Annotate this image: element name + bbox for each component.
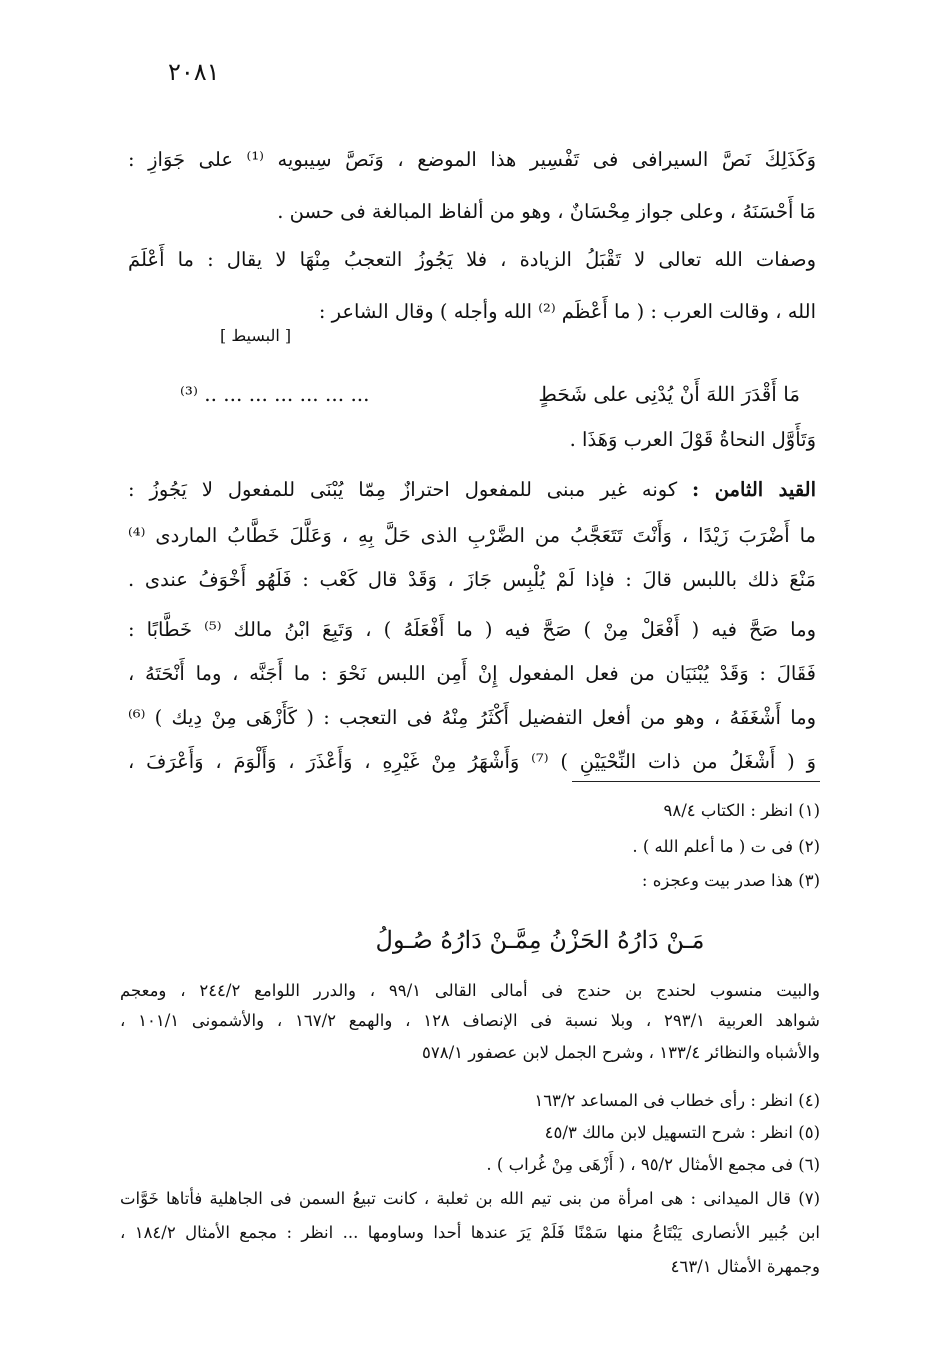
text-line-12: وَ ( أَشْغَلُ من ذات النِّحْيَيْنِ ) ⁽⁷⁾ وَأَشْهَرُ مِنْ غَيْرِهِ ، وَأَعْذَرَ ، وَأَلْوَمَ ، وَأَعْرَفَ ،: [128, 750, 816, 773]
main-text-continued: [128, 420, 817, 773]
poetic-meter-label: [ البسيط ]: [220, 326, 292, 345]
footnote-3-hemistich: مَـنْ دَارُهُ الحَزْنُ مِمَّـنْ دَارُهُ صُـولُ: [375, 926, 705, 954]
footnote-2: (٢) فى ت ( ما أعلم الله ) .: [632, 837, 820, 856]
footnote-7-line-2: ابن جُبير الأنصارى يَبْتَاعُ منها سَمْنًا فَلَمْ يَرَ عندها أحدا وساومها ... انظر : مجمع الأمثال ١٨٤/٢ ،: [120, 1223, 820, 1242]
footnote-6: (٦) فى مجمع الأمثال ٩٥/٢ ، ( أَزْهَى مِنْ غُراب ) .: [486, 1155, 820, 1174]
footnote-7-line-1: (٧) قال الميدانى : هى امرأة من بنى تيم الله بن ثعلبة ، كانت تبيعُ السمن فى الجاهلية فأتاها خَوَّات: [120, 1189, 820, 1208]
text-line-9: وما صَحَّ فيه ( أَفْعَلْ مِنْ ) صَحَّ فيه ( ما أَفْعَلَهُ ) ، وَتَبِعَ ابْنُ مالك ⁽⁵⁾ خَطَّابًا :: [128, 618, 816, 641]
text-line-6: [128, 470, 816, 510]
footnote-4: (٤) انظر : رأى خطاب فى المساعد ١٦٣/٢: [534, 1091, 820, 1110]
footnote-1: (١) انظر : الكتاب ٩٨/٤: [663, 801, 820, 820]
text-line-4: الله ، وقالت العرب : ( ما أَعْظَم ⁽²⁾ الله وأجله ) وقال الشاعر :: [318, 300, 816, 323]
page-number: ٢٠٨١: [168, 58, 220, 86]
footnote-3-source-3: والأشباه والنظائر ١٣٣/٤ ، وشرح الجمل لابن عصفور ٥٧٨/١: [422, 1043, 820, 1062]
verse-first-hemistich: مَا أَقْدَرَ اللهَ أَنْ يُدْنِى على شَحَطٍ: [538, 382, 800, 406]
text-line-2: مَا أَحْسَنَهُ ، وعلى جواز مِحْسَانٌ ، وهو من ألفاظ المبالغة فى حسن .: [277, 200, 816, 223]
text-line-1: وَكَذَلِكَ نَصَّ السيرافى فى تَفْسِير هذا الموضع ، وَنَصَّ سِيبويه ⁽¹⁾ على جَوَازِ :: [128, 148, 816, 171]
main-text: [128, 140, 816, 340]
verse-line: [180, 372, 800, 416]
text-line-8: مَنْعَ ذلك باللبس قالَ : فإذا لَمْ يُلْبِس جَازَ ، وَقَدْ قال كَعْب : فَلَهُو أَخْوَفُ عندى .: [128, 568, 816, 591]
text-line-10: فَقَالَ : وَقَدْ يُبْنَيَان من فعل المفعول إِنْ أَمِن اللبس نَحْوَ : ما أَجَنَّه ، وما أَنْحَتَهُ ،: [128, 662, 816, 685]
footnote-3-source-1: والبيت منسوب لحندج بن حندج فى أمالى القالى ٩٩/١ ، والدرر اللوامع ٢٤٤/٢ ، ومعجم: [120, 981, 820, 1000]
footnote-3: (٣) هذا صدر بيت وعجزه :: [641, 871, 820, 890]
footnote-5: (٥) انظر : شرح التسهيل لابن مالك ٤٥/٣: [544, 1123, 820, 1142]
text-line-7: ما أَضْرَبَ زَيْدًا ، وَأَنْتَ تَتَعَجَّبُ من الضَّرْبِ الذى حَلَّ بِهِ ، وَعَلَّلَ خَطَّابُ الماردى ⁽⁴⁾: [128, 524, 816, 547]
text-line-11: وما أَشْغَفَهُ ، وهو من أفعل التفضيل أَكْثَرُ مِنْهُ فى التعجب : ( كَأَزْهَى مِنْ دِيك ) ⁽⁶⁾: [128, 706, 816, 729]
verse-second-hemistich: ... ... ... ... ... ... .. ⁽³⁾: [180, 382, 370, 406]
text-line-3: وصفات الله تعالى لا تَقْبَلُ الزيادة ، فلا يَجُوزُ التعجبُ مِنْهَا لا يقال : ما أَعْلَمَ: [128, 248, 816, 271]
text-line-6-body: كونه غير مبنى للمفعول احترازٌ مِمّا يُبْنَى للمفعول لا يَجُوزُ :: [128, 478, 678, 501]
footnote-7-line-3: وجمهرة الأمثال ٤٦٣/١: [670, 1257, 820, 1276]
footnote-separator: [572, 781, 820, 782]
text-line-5: وَتَأَوَّل النحاةُ قَوْلَ العرب وَهَذَا .: [569, 428, 816, 451]
footnote-3-source-2: شواهد العربية ٢٩٣/١ ، وبلا نسبة فى الإنصاف ١٢٨ ، والهمع ١٦٧/٢ ، والأشمونى ١٠١/١ ،: [120, 1011, 820, 1030]
section-heading: القيد الثامن :: [692, 478, 817, 501]
